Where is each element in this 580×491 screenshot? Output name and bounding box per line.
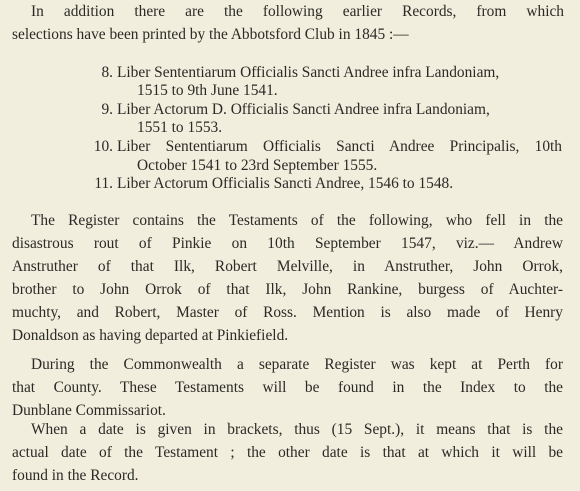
record-title: Liber Sententiarum Officialis Sancti Andree infra Landoniam, — [117, 64, 500, 81]
paragraph-line: actual date of the Testament ; the other date is that at which it will be — [12, 444, 563, 461]
paragraph-line: Anstruther of that Ilk, Robert Melville, in Anstruther, John Orrok, — [12, 258, 563, 275]
paragraph-line: The Register contains the Testaments of the following, who fell in the — [31, 212, 563, 229]
paragraph-line: When a date is given in brackets, thus (15 Sept.), it means that is the — [31, 421, 563, 438]
record-dates: 1515 to 9th June 1541. — [137, 82, 278, 99]
paragraph-line: During the Commonwealth a separate Register was kept at Perth for — [31, 356, 563, 373]
record-number: 8. — [101, 64, 113, 81]
paragraph-line: found in the Record. — [12, 467, 139, 484]
intro-line-2: selections have been printed by the Abbotsford Club in 1845 :— — [12, 26, 409, 43]
record-title: Liber Actorum D. Officialis Sancti Andree infra Landoniam, — [117, 101, 490, 118]
paragraph-line: brother to John Orrok of that Ilk, John Rankine, burgess of Auchter- — [12, 281, 563, 298]
paragraph-line: Donaldson as having departed at Pinkiefield. — [12, 327, 289, 344]
record-dates: October 1541 to 23rd September 1555. — [137, 157, 378, 174]
intro-line-1: In addition there are the following earlier Records, from which — [31, 3, 564, 20]
paragraph-line: Dunblane Commissariot. — [12, 402, 166, 419]
record-title: Liber Actorum Officialis Sancti Andree, 1546 to 1548. — [117, 175, 454, 192]
paragraph-line: disastrous rout of Pinkie on 10th September 1547, viz.— Andrew — [12, 235, 563, 252]
record-number: 9. — [101, 101, 113, 118]
record-number: 10. — [93, 138, 113, 155]
record-number: 11. — [94, 175, 113, 192]
paragraph-line: that County. These Testaments will be found in the Index to the — [12, 379, 563, 396]
record-title: Liber Sententiarum Officialis Sancti Andree Principalis, 10th — [117, 138, 562, 155]
paragraph-line: muchty, and Robert, Master of Ross. Mention is also made of Henry — [12, 304, 563, 321]
record-dates: 1551 to 1553. — [137, 119, 223, 136]
